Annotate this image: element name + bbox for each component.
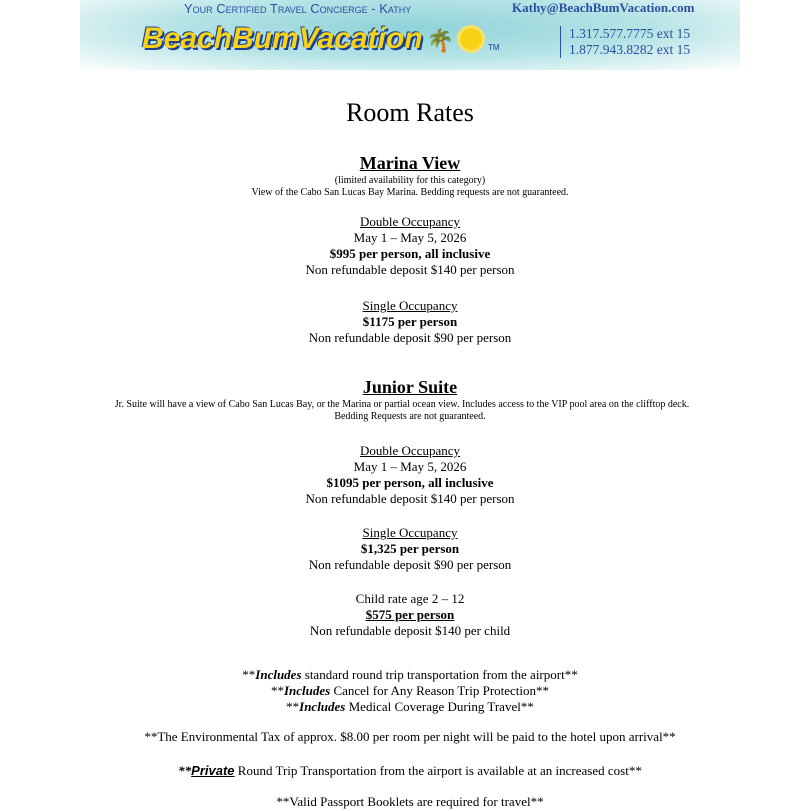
marina-note: (limited availability for this category) [334, 175, 486, 186]
includes-list: **Includes standard round trip transportation from the airport** **Includes Cancel for Any Reason Trip Protection** **Includes Medical Coverage During Travel** [242, 667, 578, 714]
junior-heading: Junior Suite [362, 377, 458, 397]
tagline: Your Certified Travel Concierge - Kathy [184, 1, 412, 16]
palm-tree-icon: 🌴 [426, 28, 455, 53]
trademark: TM [488, 43, 500, 52]
junior-bedding: Bedding Requests are not guaranteed. [334, 411, 486, 422]
junior-desc: Jr. Suite will have a view of Cabo San Lucas Bay, or the Marina or partial ocean view. Includes access to the VIP pool area on the clifftop deck. [114, 399, 690, 410]
passport-note: **Valid Passport Booklets are required for travel** [276, 794, 544, 809]
marina-desc: View of the Cabo San Lucas Bay Marina. Bedding requests are not guaranteed. [251, 187, 569, 198]
logo-text: BeachBumVacation [142, 22, 423, 55]
junior-single: Single Occupancy $1,325 per person Non refundable deposit $90 per person [308, 525, 512, 572]
junior-double: Double Occupancy May 1 – May 5, 2026 $1095 per person, all inclusive Non refundable deposit $140 per person [305, 443, 515, 506]
logo [142, 22, 500, 56]
sun-icon [460, 28, 482, 50]
private-transport-note: **Private Round Trip Transportation from the airport is available at an increased cost** [178, 763, 642, 778]
header-banner [80, 0, 740, 70]
tax-note: **The Environmental Tax of approx. $8.00 per room per night will be paid to the hotel upon arrival** [144, 729, 676, 744]
email-link[interactable]: Kathy@BeachBumVacation.com [512, 0, 695, 15]
marina-heading: Marina View [359, 153, 461, 173]
marina-double: Double Occupancy May 1 – May 5, 2026 $995 per person, all inclusive Non refundable deposit $140 per person [305, 214, 515, 277]
marina-single: Single Occupancy $1175 per person Non refundable deposit $90 per person [308, 298, 512, 345]
page-title: Room Rates [346, 98, 474, 127]
child-rate: Child rate age 2 – 12 $575 per person Non refundable deposit $140 per child [309, 591, 511, 638]
phone-numbers: 1.317.577.7775 ext 15 1.877.943.8282 ext 15 [560, 26, 690, 58]
